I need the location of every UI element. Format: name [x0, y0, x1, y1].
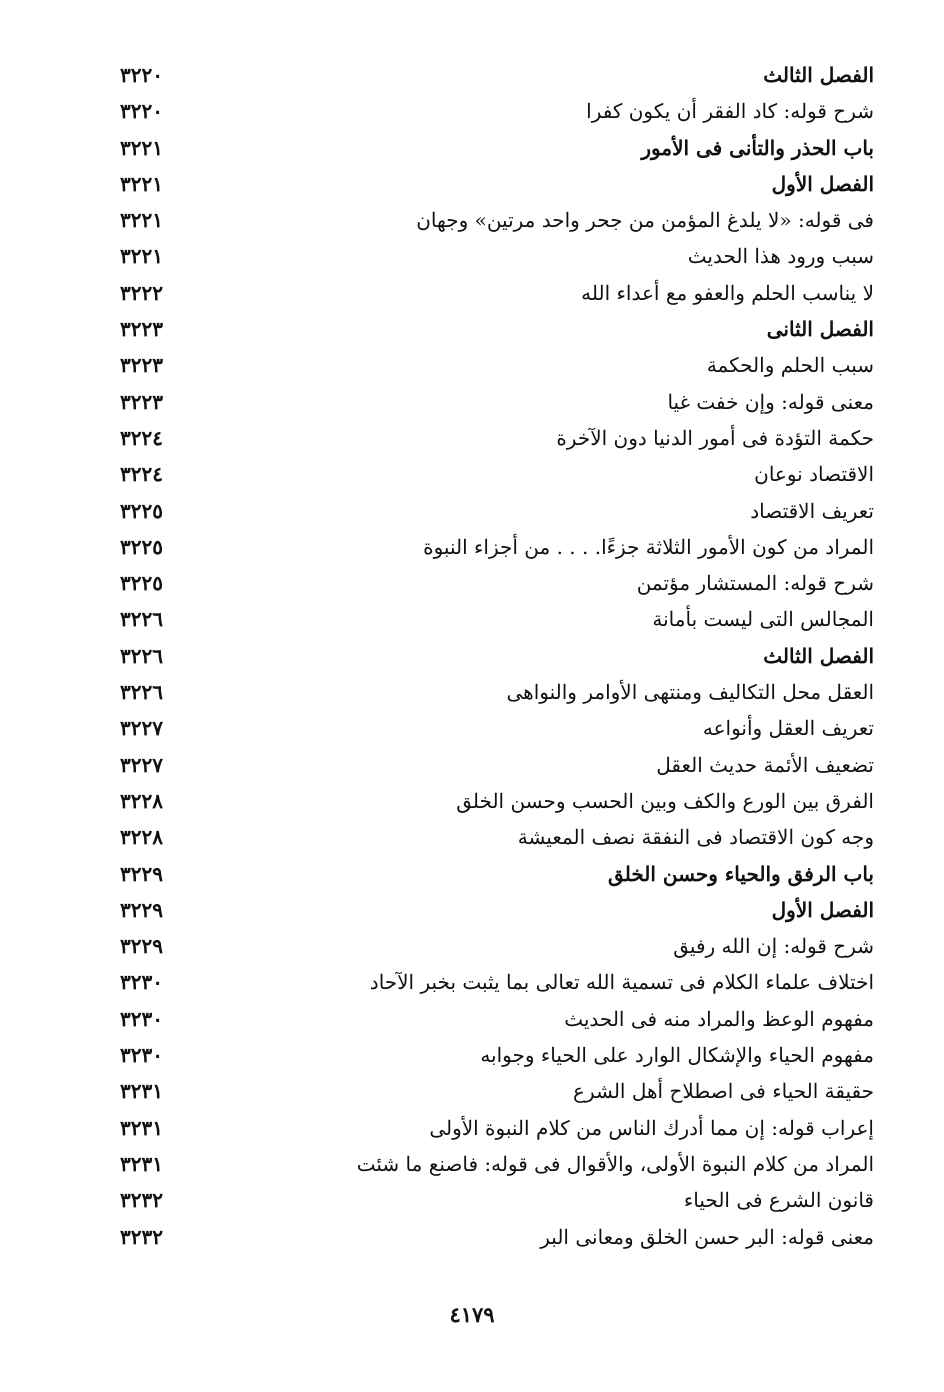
toc-entry	[100, 892, 880, 928]
entry-title: معنى قوله: وإن خفت غيا	[667, 389, 874, 414]
section-heading: الفصل الثالث	[763, 643, 874, 668]
toc-entry	[100, 856, 880, 892]
entry-page-number: ٣٢٢٦	[120, 680, 163, 705]
entry-page-number: ٣٢٢١	[120, 208, 163, 233]
toc-entry	[100, 783, 880, 819]
toc-entry	[100, 275, 880, 311]
entry-title: لا يناسب الحلم والعفو مع أعداء الله	[581, 280, 874, 305]
entry-title: شرح قوله: كاد الفقر أن يكون كفرا	[586, 99, 874, 124]
toc-entry	[100, 384, 880, 420]
entry-title: العقل محل التكاليف ومنتهى الأوامر والنواهى	[506, 680, 874, 705]
entry-title: المجالس التى ليست بأمانة	[652, 607, 874, 632]
entry-title: شرح قوله: إن الله رفيق	[673, 934, 874, 959]
section-heading: الفصل الثانى	[766, 317, 874, 342]
toc-entry	[100, 1146, 880, 1182]
entry-page-number: ٣٢٢٧	[120, 716, 163, 741]
entry-title: الاقتصاد نوعان	[754, 462, 874, 487]
toc-entry	[100, 202, 880, 238]
entry-title: تضعيف الأئمة حديث العقل	[656, 752, 874, 777]
entry-page-number: ٣٢٢٩	[120, 897, 163, 922]
entry-title: معنى قوله: البر حسن الخلق ومعانى البر	[540, 1224, 874, 1249]
toc-entry	[100, 1110, 880, 1146]
toc-entry	[100, 964, 880, 1000]
entry-page-number: ٣٢٢٧	[120, 752, 163, 777]
toc-entry	[100, 1073, 880, 1109]
entry-page-number: ٣٢٢٥	[120, 498, 163, 523]
entry-page-number: ٣٢٣١	[120, 1115, 163, 1140]
toc-entry	[100, 747, 880, 783]
toc-entry	[100, 456, 880, 492]
toc-entry	[100, 638, 880, 674]
toc-entry	[100, 238, 880, 274]
entry-title: تعريف الاقتصاد	[750, 498, 874, 523]
entry-page-number: ٣٢٢٩	[120, 934, 163, 959]
entry-page-number: ٣٢٣٠	[120, 1006, 163, 1031]
entry-page-number: ٣٢٢٣	[120, 317, 163, 342]
section-heading: الفصل الثالث	[763, 63, 874, 87]
entry-page-number: ٣٢٢٦	[120, 607, 163, 632]
entry-title: سبب ورود هذا الحديث	[687, 244, 874, 269]
entry-page-number: ٣٢٢٣	[120, 353, 163, 378]
entry-page-number: ٣٢٢٨	[120, 788, 163, 813]
entry-title: سبب الحلم والحكمة	[706, 353, 874, 378]
entry-page-number: ٣٢٢١	[120, 244, 163, 269]
entry-page-number: ٣٢٢١	[120, 135, 163, 160]
entry-page-number: ٣٢٣٢	[120, 1224, 163, 1249]
entry-page-number: ٣٢٣٠	[120, 1043, 163, 1068]
entry-title: حقيقة الحياء فى اصطلاح أهل الشرع	[573, 1079, 874, 1104]
entry-page-number: ٣٢٢٦	[120, 643, 163, 668]
toc-entry	[100, 565, 880, 601]
toc-entry	[100, 130, 880, 166]
toc-entry	[100, 710, 880, 746]
entry-page-number: ٣٢٢٠	[120, 63, 163, 87]
entry-page-number: ٣٢٣٢	[120, 1188, 163, 1213]
entry-title: مفهوم الوعظ والمراد منه فى الحديث	[564, 1006, 874, 1031]
entry-page-number: ٣٢٢١	[120, 171, 163, 196]
entry-page-number: ٣٢٢٣	[120, 389, 163, 414]
entry-title: حكمة التؤدة فى أمور الدنيا دون الآخرة	[556, 425, 874, 450]
entry-title: الفرق بين الورع والكف وبين الحسب وحسن الخلق	[456, 788, 874, 813]
entry-title: المراد من كلام النبوة الأولى، والأقوال فى قوله: فاصنع ما شئت	[356, 1151, 874, 1176]
entry-page-number: ٣٢٢٥	[120, 571, 163, 596]
entry-page-number: ٣٢٣٠	[120, 970, 163, 995]
toc-entry	[100, 1037, 880, 1073]
entry-page-number: ٣٢٢٢	[120, 280, 163, 305]
entry-page-number: ٣٢٢٤	[120, 462, 163, 487]
entry-title: مفهوم الحياء والإشكال الوارد على الحياء وجوابه	[480, 1043, 874, 1068]
section-heading: باب الحذر والتأنى فى الأمور	[641, 135, 874, 160]
page-number: ٤١٧٩	[449, 1302, 495, 1327]
toc-entry	[100, 57, 880, 93]
entry-page-number: ٣٢٢٤	[120, 425, 163, 450]
toc-entry	[100, 928, 880, 964]
toc-entry	[100, 1219, 880, 1255]
toc-entry	[100, 311, 880, 347]
toc-entry	[100, 529, 880, 565]
table-of-contents	[100, 57, 880, 1255]
entry-page-number: ٣٢٣١	[120, 1151, 163, 1176]
toc-entry	[100, 493, 880, 529]
entry-title: المراد من كون الأمور الثلاثة جزءًا. . . . من أجزاء النبوة	[423, 534, 874, 559]
entry-title: وجه كون الاقتصاد فى النفقة نصف المعيشة	[517, 825, 874, 850]
entry-title: فى قوله: «لا يلدغ المؤمن من جحر واحد مرتين» وجهان	[416, 208, 874, 233]
toc-entry	[100, 674, 880, 710]
section-heading: الفصل الأول	[771, 897, 874, 922]
toc-entry	[100, 601, 880, 637]
toc-entry	[100, 347, 880, 383]
toc-entry	[100, 1001, 880, 1037]
entry-title: تعريف العقل وأنواعه	[702, 716, 874, 741]
entry-title: إعراب قوله: إن مما أدرك الناس من كلام النبوة الأولى	[429, 1115, 874, 1140]
toc-entry	[100, 420, 880, 456]
toc-entry	[100, 819, 880, 855]
entry-page-number: ٣٢٣١	[120, 1079, 163, 1104]
toc-entry	[100, 93, 880, 129]
entry-page-number: ٣٢٢٩	[120, 861, 163, 886]
toc-entry	[100, 1182, 880, 1218]
section-heading: باب الرفق والحياء وحسن الخلق	[608, 861, 874, 886]
entry-page-number: ٣٢٢٠	[120, 99, 163, 124]
entry-page-number: ٣٢٢٥	[120, 534, 163, 559]
section-heading: الفصل الأول	[771, 171, 874, 196]
entry-page-number: ٣٢٢٨	[120, 825, 163, 850]
entry-title: شرح قوله: المستشار مؤتمن	[636, 571, 874, 596]
toc-entry	[100, 166, 880, 202]
entry-title: قانون الشرع فى الحياء	[683, 1188, 874, 1213]
entry-title: اختلاف علماء الكلام فى تسمية الله تعالى بما يثبت بخبر الآحاد	[369, 970, 874, 995]
